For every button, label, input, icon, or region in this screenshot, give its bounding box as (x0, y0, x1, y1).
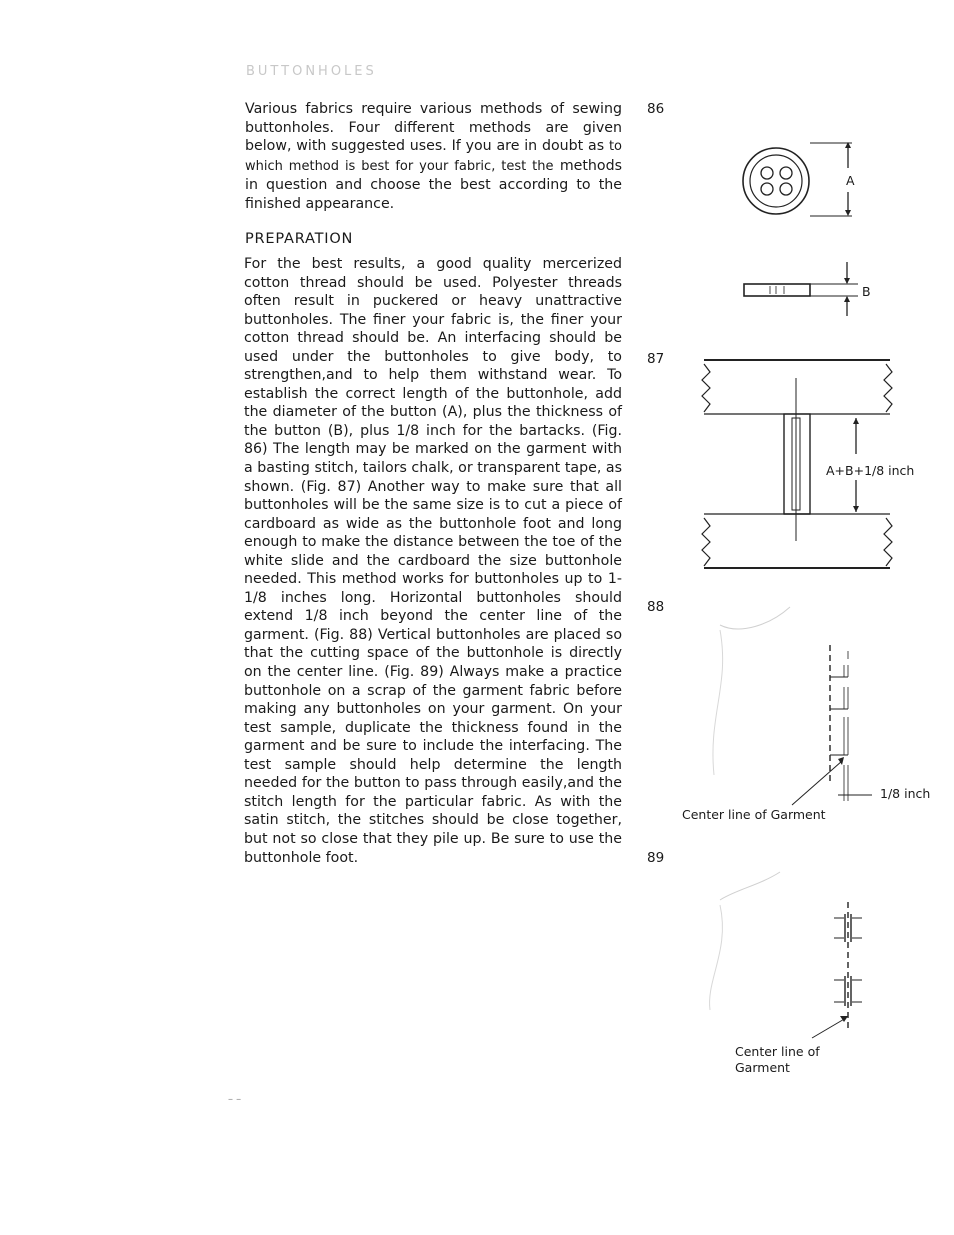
center-pointer (812, 1018, 846, 1038)
preparation-body (244, 255, 622, 867)
fig-87-number: 87 (647, 351, 665, 367)
arrowhead (845, 210, 851, 216)
fig-89-number: 89 (647, 850, 665, 866)
fig-89-label-center-1: Center line of (735, 1044, 820, 1059)
intro-paragraph (245, 100, 622, 213)
intro-lead: Various fabrics require various methods of sewing buttonholes. Four different methods are given below, with suggested uses. If you are in doubt as (245, 101, 622, 155)
fig-88-label-inch: 1/8 inch (880, 786, 931, 801)
center-pointer (792, 761, 842, 805)
fig-89-label-center-2: Garment (735, 1060, 790, 1075)
fig-88-horizontal-diagram (700, 605, 900, 815)
button-hole (761, 183, 773, 195)
button-outer-circle (743, 148, 809, 214)
button-hole (761, 167, 773, 179)
button-hole (780, 183, 792, 195)
buttonhole-marking (784, 414, 810, 514)
fig-86-button-diagram (730, 138, 870, 318)
button-hole (780, 167, 792, 179)
page-footer-mark: – – (228, 1094, 242, 1105)
fig-86-number: 86 (647, 101, 665, 117)
page-header: BUTTONHOLES (246, 64, 377, 79)
fig-86-label-a: A (846, 173, 855, 188)
fig-86-label-b: B (862, 284, 871, 299)
preparation-heading: PREPARATION (245, 231, 354, 247)
fig-88-label-center: Center line of Garment (682, 807, 826, 822)
fig-87-label: A+B+1/8 inch (826, 463, 915, 478)
fig-88-number: 88 (647, 599, 665, 615)
preparation-text: For the best results, a good quality mercerized cotton thread should be used. Polyester threads often result in puckered or heavy unattractive buttonholes. The finer your fabric is, the finer your cotton thread should be. An interfacing should be used under the buttonholes to give body, to strengthen,and to help them withstand wear. To establish the correct length of the buttonhole, add the diameter of the button (A), plus the thickness of the button (B), plus 1/8 inch for the bartacks. (Fig. 86) The length may be marked on the garment with a basting stitch, tailors chalk, or transparent tape, as shown. (Fig. 87) Another way to make sure that all buttonholes will be the same size is to cut a piece of cardboard as wide as the buttonhole foot and long enough to make the distance between the toe of the white slide and the cardboard the size buttonhole needed. This method works for buttonholes up to 1-1/8 inches long. Horizontal buttonholes should extend 1/8 inch beyond the center line of the garment. (Fig. 88) Vertical buttonholes are placed so that the cutting space of the buttonhole is directly on the center line. (Fig. 89) Always make a practice buttonhole on a scrap of the garment fabric before making any buttonholes on your garment. On your test sample, duplicate the thickness found in the garment and be sure to include the interfacing. The test sample should help determine the length needed for the button to pass through easily,and the stitch length for the particular fabric. As with the satin stitch, the stitches should be close together, but not so close that they pile up. Be sure to use the buttonhole foot. (244, 256, 622, 866)
button-side-view (744, 284, 810, 296)
intro-small: to which method is best for your fabric, test the (245, 139, 622, 174)
button-inner-circle (750, 155, 802, 207)
intro-tail: methods in question and choose the best according to the finished appearance. (245, 157, 622, 212)
fig-89-vertical-diagram (700, 870, 900, 1040)
